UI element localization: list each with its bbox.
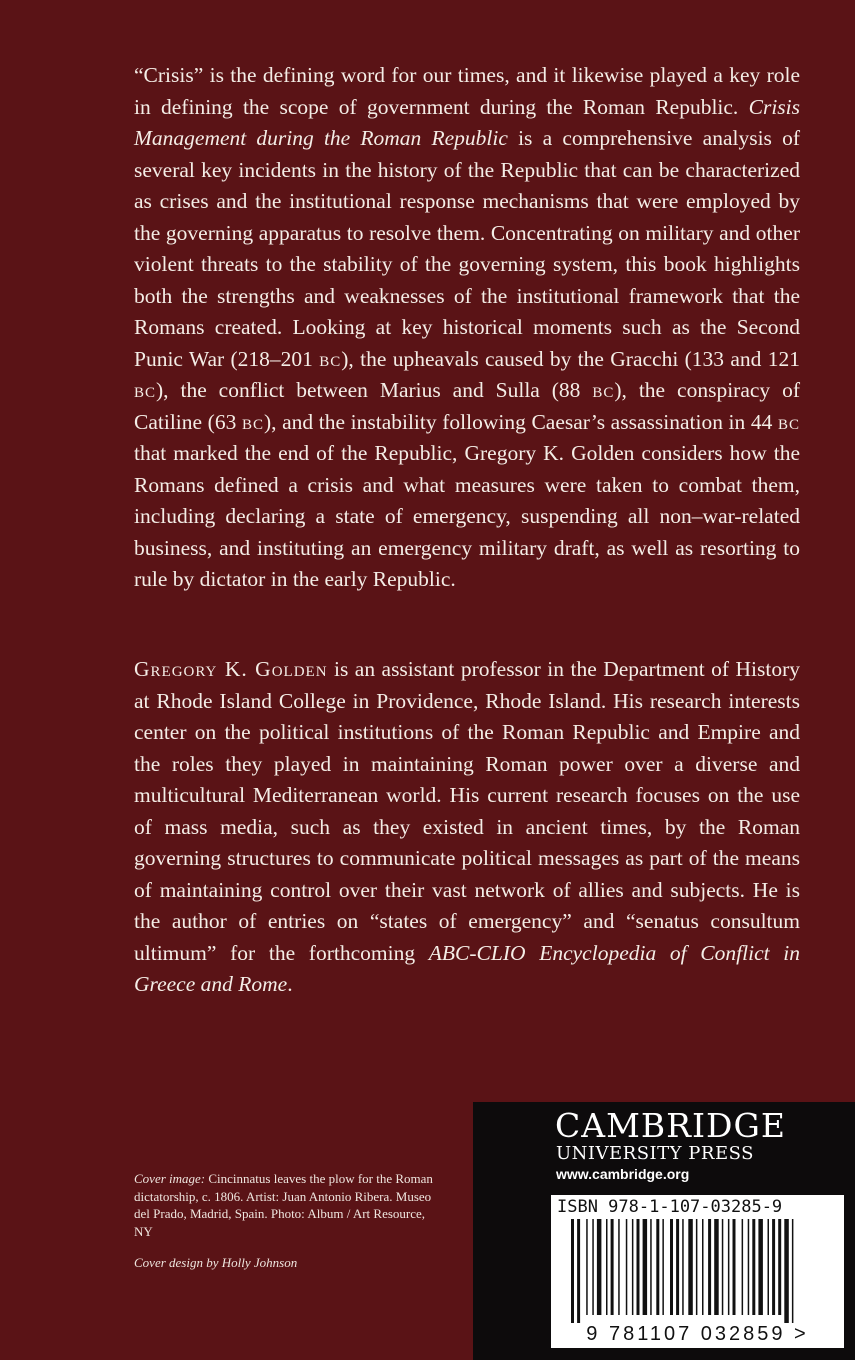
barcode-bar xyxy=(696,1219,698,1315)
barcode-bar xyxy=(702,1219,704,1315)
barcode-bar xyxy=(637,1219,640,1315)
barcode-bar xyxy=(626,1219,628,1315)
barcode-bar xyxy=(592,1219,594,1315)
publisher-subtitle: UNIVERSITY PRESS xyxy=(556,1143,754,1164)
isbn-label: ISBN 978-1-107-03285-9 xyxy=(557,1197,783,1217)
barcode-bar xyxy=(670,1219,673,1315)
barcode-bar xyxy=(632,1219,634,1315)
author-name: Gregory K. Golden xyxy=(134,657,328,681)
barcode-bar xyxy=(577,1219,580,1323)
barcode-bar xyxy=(688,1219,693,1315)
barcode-bar xyxy=(728,1219,730,1315)
barcode-bar xyxy=(618,1219,620,1315)
barcode-bar xyxy=(611,1219,614,1315)
barcode-bar xyxy=(714,1219,719,1315)
barcode-bar xyxy=(571,1219,574,1323)
barcode-bar xyxy=(676,1219,679,1315)
barcode-bar xyxy=(752,1219,755,1315)
cover-credits xyxy=(134,1170,434,1272)
author-bio xyxy=(134,654,800,1001)
cover-image-credit: Cover image: Cincinnatus leaves the plow for the Roman dictatorship, c. 1806. Artist: Juan Antonio Ribera. Museo del Prado, Madrid, Spain. Photo: Album / Art Resource, NY xyxy=(134,1171,433,1239)
barcode-bar xyxy=(650,1219,652,1315)
description-paragraph: “Crisis” is the defining word for our times, and it likewise played a key role in defining the scope of government during the Roman Republic. Crisis Management during the Roman Republic is a comprehensive analysis of several key incidents in the history of the Republic that can be characterized as crises and the institutional response mechanisms that were employed by the governing apparatus to resolve them. Concentrating on military and other violent threats to the stability of the governing system, this book highlights both the strengths and weaknesses of the institutional framework that the Romans created. Looking at key historical moments such as the Second Punic War (218–201 bc), the upheavals caused by the Gracchi (133 and 121 bc), the conflict between Marius and Sulla (88 bc), the conspiracy of Catiline (63 bc), and the instability following Caesar’s assassination in 44 bc that marked the end of the Republic, Gregory K. Golden considers how the Romans defined a crisis and what measures were taken to combat them, including declaring a state of emergency, suspending all non–war-related business, and instituting an emergency military draft, as well as resorting to rule by dictator in the early Republic. xyxy=(134,63,801,591)
barcode-bar xyxy=(586,1219,588,1315)
cover-design-credit: Cover design by Holly Johnson xyxy=(134,1255,298,1270)
barcode-bar xyxy=(733,1219,736,1315)
publisher-block xyxy=(473,1102,855,1360)
barcode-panel xyxy=(551,1195,844,1348)
barcode-bar xyxy=(742,1219,744,1315)
barcode-bar xyxy=(722,1219,724,1315)
barcode-bar xyxy=(758,1219,763,1315)
barcode-bar xyxy=(656,1219,659,1315)
barcode-bar xyxy=(748,1219,750,1315)
barcode-bar xyxy=(606,1219,608,1315)
barcode-bar xyxy=(662,1219,664,1315)
barcode-bar xyxy=(643,1219,648,1315)
barcode-digits: 9 781107 032859 > xyxy=(586,1323,809,1345)
barcode-bar xyxy=(778,1219,781,1315)
book-description xyxy=(134,60,800,596)
barcode-icon xyxy=(557,1219,838,1323)
barcode-bar xyxy=(708,1219,711,1315)
barcode-bar xyxy=(784,1219,789,1323)
barcode-bar xyxy=(772,1219,775,1315)
barcode-bar xyxy=(597,1219,602,1315)
book-title: Crisis Management during the Roman Republic xyxy=(134,94,800,150)
encyclopedia-title: ABC-CLIO Encyclopedia of Conflict in Greece and Rome xyxy=(134,940,800,996)
bio-paragraph: Gregory K. Golden is an assistant professor in the Department of History at Rhode Island College in Providence, Rhode Island. His research interests center on the political institutions of the Roman Republic and Empire and the roles they played in maintaining Roman power over a diverse and multicultural Mediterranean world. His current research focuses on the use of mass media, such as they existed in ancient times, by the Roman governing structures to communicate political messages as part of the means of maintaining control over their vast network of allies and subjects. He is the author of entries on “states of emergency” and “senatus consultum ultimum” for the forthcoming ABC-CLIO Encyclopedia of Conflict in Greece and Rome. xyxy=(134,657,800,996)
barcode-bar xyxy=(792,1219,794,1323)
barcode-bar xyxy=(682,1219,684,1315)
publisher-name: CAMBRIDGE xyxy=(555,1106,786,1145)
publisher-url: www.cambridge.org xyxy=(556,1166,690,1182)
barcode-bar xyxy=(768,1219,770,1315)
